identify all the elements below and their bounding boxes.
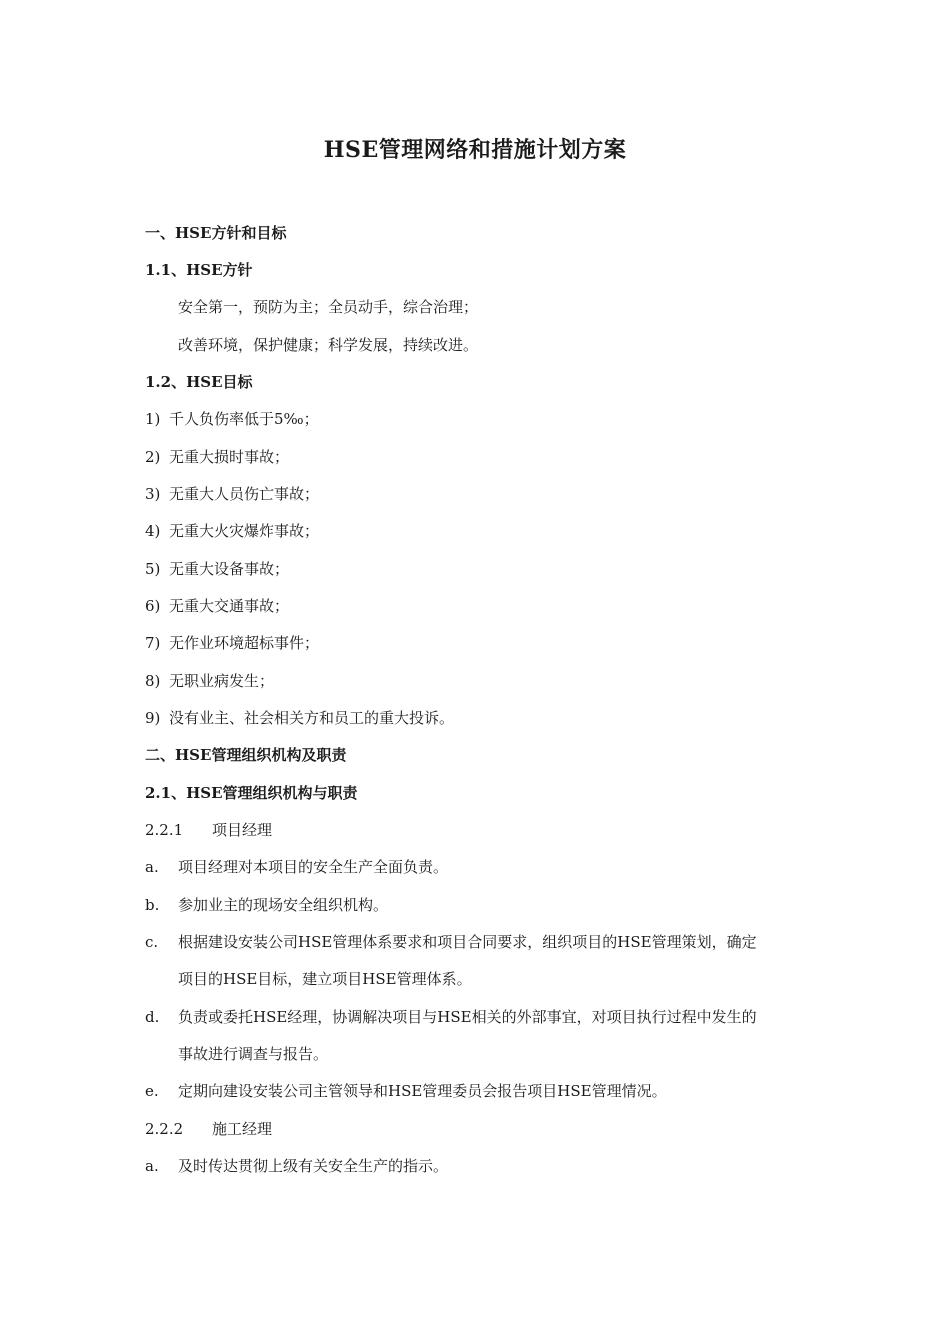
duty-item	[145, 931, 757, 953]
target-number: 1)	[145, 410, 161, 428]
duty-text: 根据建设安装公司HSE管理体系要求和项目合同要求，组织项目的HSE管理策划，确定	[178, 933, 757, 951]
target-item	[145, 446, 289, 468]
section-1-heading: 一、HSE方针和目标	[145, 224, 287, 242]
duty-text: 及时传达贯彻上级有关安全生产的指示。	[178, 1157, 449, 1175]
target-item	[145, 632, 319, 654]
target-text: 无重大设备事故；	[169, 560, 290, 578]
subsection-2-1-heading: 2.1、HSE管理组织机构与职责	[145, 784, 358, 802]
section-2-heading: 二、HSE管理组织机构及职责	[145, 746, 347, 764]
subsection-1-1-heading: 1.1、HSE方针	[145, 261, 253, 279]
role-heading	[145, 819, 272, 841]
target-number: 8)	[145, 672, 161, 690]
duty-item	[145, 1080, 667, 1102]
role-heading	[145, 1118, 272, 1140]
target-item	[145, 558, 289, 580]
duty-continuation: 事故进行调查与报告。	[178, 1045, 329, 1063]
duty-item	[145, 1155, 448, 1177]
duty-item	[145, 856, 448, 878]
target-number: 9)	[145, 709, 161, 727]
target-number: 6)	[145, 597, 161, 615]
policy-line-1: 安全第一，预防为主；全员动手，综合治理；	[178, 298, 479, 316]
target-text: 无重大火灾爆炸事故；	[169, 522, 320, 540]
role-name: 施工经理	[212, 1120, 273, 1138]
duty-text: 定期向建设安装公司主管领导和HSE管理委员会报告项目HSE管理情况。	[178, 1082, 667, 1100]
target-number: 2)	[145, 448, 161, 466]
duty-label: a.	[145, 858, 159, 876]
duty-text: 项目经理对本项目的安全生产全面负责。	[178, 858, 449, 876]
duty-item	[145, 1006, 757, 1028]
target-number: 5)	[145, 560, 161, 578]
duty-label: e.	[145, 1082, 159, 1100]
target-number: 7)	[145, 634, 161, 652]
target-item	[145, 707, 454, 729]
target-item	[145, 670, 274, 692]
target-text: 无重大交通事故；	[169, 597, 290, 615]
target-text: 无职业病发生；	[169, 672, 275, 690]
target-number: 4)	[145, 522, 161, 540]
target-text: 无作业环境超标事件；	[169, 634, 320, 652]
target-item	[145, 595, 289, 617]
target-item	[145, 520, 319, 542]
duty-text: 负责或委托HSE经理，协调解决项目与HSE相关的外部事宜，对项目执行过程中发生的	[178, 1008, 757, 1026]
duty-label: c.	[145, 933, 159, 951]
target-item	[145, 408, 319, 430]
duty-text: 参加业主的现场安全组织机构。	[178, 896, 389, 914]
duty-label: a.	[145, 1157, 159, 1175]
duty-label: b.	[145, 896, 160, 914]
target-item	[145, 483, 319, 505]
target-text: 无重大损时事故；	[169, 448, 290, 466]
duty-continuation: 项目的HSE目标，建立项目HSE管理体系。	[178, 970, 472, 988]
target-text: 千人负伤率低于5‰；	[169, 410, 319, 428]
policy-line-2: 改善环境，保护健康；科学发展，持续改进。	[178, 336, 479, 354]
target-text: 无重大人员伤亡事故；	[169, 485, 320, 503]
target-number: 3)	[145, 485, 161, 503]
role-number: 2.2.1	[145, 821, 184, 839]
duty-label: d.	[145, 1008, 160, 1026]
document-title: HSE管理网络和措施计划方案	[323, 137, 627, 163]
role-number: 2.2.2	[145, 1120, 184, 1138]
duty-item	[145, 894, 388, 916]
target-text: 没有业主、社会相关方和员工的重大投诉。	[169, 709, 455, 727]
subsection-1-2-heading: 1.2、HSE目标	[145, 373, 253, 391]
role-name: 项目经理	[212, 821, 273, 839]
